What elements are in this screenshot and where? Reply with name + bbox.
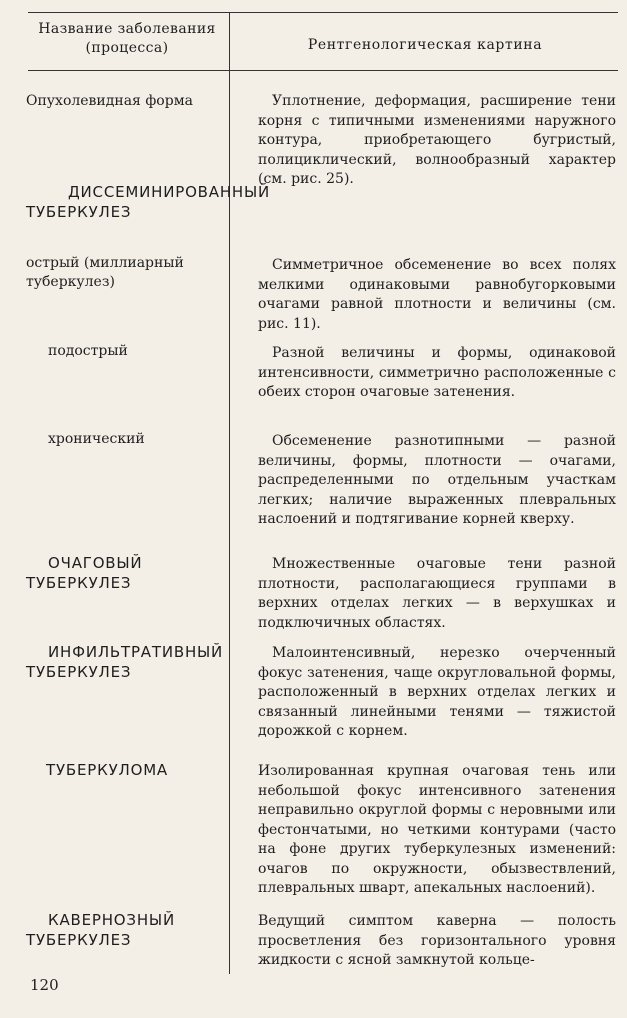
xray-description: Ведущий симптом каверна — полость просветления без горизонтального уровня жидкости с ясной замкнутой кольце- (258, 913, 616, 968)
xray-description: Множественные очаговые тени разной плотности, располагающиеся группами в верхних отделах легких — в верхушках и подключичных областях. (258, 556, 616, 631)
table-top-rule (28, 12, 618, 13)
xray-description: Симметричное обсеменение во всех полях мелкими одинаковыми равнобугорковыми очагами равной плотности и величины (см. рис. 11). (258, 257, 616, 332)
disease-name: ИНФИЛЬТРАТИВНЫЙ ТУБЕРКУЛЕЗ (26, 643, 224, 681)
xray-description: Изолированная крупная очаговая тень или небольшой фокус интенсивного затенения неправильно округлой формы с неровными или фестончатыми, но четкими контурами (часто на фоне других туберкулезных изменений: очагов по окружности, обызвествлений, плевральных шварт, апекальных наслоений). (258, 763, 616, 896)
column-header-xray-picture: Рентгенологическая картина (307, 37, 543, 53)
disease-name: хронический (48, 431, 145, 447)
disease-name: КАВЕРНОЗНЫЙ ТУБЕРКУЛЕЗ (26, 911, 175, 949)
disease-name: ТУБЕРКУЛОМА (46, 761, 168, 779)
xray-description: Уплотнение, деформация, расширение тени корня с типичными изменениями наружного контура, приобретающего бугристый, полициклический, волнообразный характер (см. рис. 25). (258, 93, 616, 187)
xray-description: Разной величины и формы, одинаковой интенсивности, симметрично расположенные с обеих сторон очаговые затенения. (258, 345, 616, 400)
table-column-divider (229, 12, 230, 974)
disease-name: ДИССЕМИНИРОВАННЫЙ ТУБЕРКУЛЕЗ (26, 183, 271, 221)
disease-name: острый (миллиарный туберкулез) (26, 255, 184, 290)
table-header-rule (28, 70, 618, 71)
column-header-disease: Название заболевания (процесса) (38, 21, 216, 56)
xray-description: Обсеменение разнотипными — разной величины, формы, плотности — очагами, распределенными по отдельным участкам легких; наличие выраженных плевральных наслоений и подтягивание корней кверху. (258, 433, 616, 527)
disease-name: ОЧАГОВЫЙ ТУБЕРКУЛЕЗ (26, 554, 143, 592)
xray-description: Малоинтенсивный, нерезко очерченный фокус затенения, чаще округловальной формы, расположенный в верхних отделах легких и связанный линейными тенями — тяжистой дорожкой с корнем. (258, 645, 616, 739)
disease-name: Опухолевидная форма (26, 93, 193, 109)
page-number: 120 (30, 976, 59, 994)
disease-name: подострый (48, 343, 128, 359)
